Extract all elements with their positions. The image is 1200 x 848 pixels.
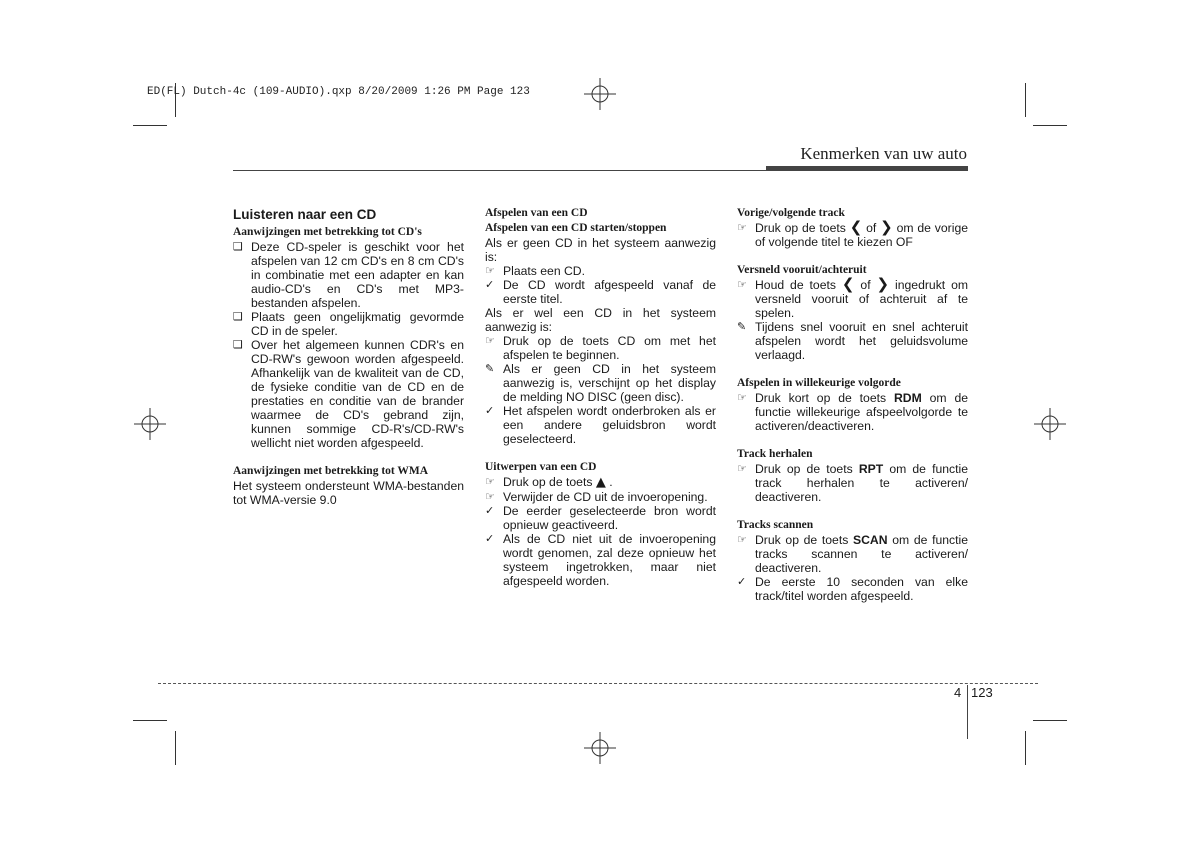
list-item: ✎ Als er geen CD in het systeem aanwezig is, verschijnt op het display de melding NO DISC (geen disc). <box>485 362 716 404</box>
list-item: ✓ De CD wordt afgespeeld vanaf de eerste titel. <box>485 278 716 306</box>
hand-pointer-icon: ☞ <box>737 391 747 404</box>
list-item: ✓ Het afspelen wordt onderbroken als er een andere geluidsbron wordt geselecteerd. <box>485 404 716 446</box>
pencil-note-icon: ✎ <box>485 362 495 375</box>
header-rule-thick <box>766 166 968 171</box>
list-item: ✓ Als de CD niet uit de invoeropening wordt genomen, zal deze opnieuw het systeem ingetrokken, maar niet afgespeeld worden. <box>485 532 716 588</box>
crop-mark <box>1033 720 1067 721</box>
hand-pointer-icon: ☞ <box>485 475 495 488</box>
crop-mark <box>175 731 176 765</box>
page-number-separator <box>967 685 968 739</box>
column-1 <box>233 206 464 507</box>
subheading: Track herhalen <box>737 448 813 460</box>
crop-mark <box>133 125 167 126</box>
list-item: ✓ De eerder geselecteerde bron wordt opnieuw geactiveerd. <box>485 504 716 532</box>
checkmark-icon: ✓ <box>737 575 747 588</box>
footer-dashed-rule <box>158 683 1038 684</box>
file-slug: ED(FL) Dutch-4c (109-AUDIO).qxp 8/20/2009 1:26 PM Page 123 <box>147 86 530 98</box>
crop-mark <box>1025 83 1026 117</box>
checkmark-icon: ✓ <box>485 504 495 517</box>
crop-mark <box>133 720 167 721</box>
pencil-note-icon: ✎ <box>737 320 747 333</box>
hand-pointer-icon: ☞ <box>485 334 495 347</box>
paragraph: Het systeem ondersteunt WMA-bestanden tot WMA-versie 9.0 <box>233 479 464 507</box>
key-label: RPT <box>858 462 884 476</box>
list-item: ☞ Druk op de toets CD om met het afspelen te beginnen. <box>485 334 716 362</box>
key-label: SCAN <box>853 533 888 547</box>
prev-chevron-icon: ❮ <box>849 218 863 236</box>
page-number: 123 <box>971 685 993 700</box>
list-item: ☞ Houd de toets ❮ of ❯ ingedrukt om versneld vooruit of achteruit af te spelen. <box>737 275 969 320</box>
list-item: ☞ Druk op de toets SCAN om de functie tracks scannen te activeren/ deactiveren. <box>737 533 968 575</box>
column-2 <box>485 206 716 588</box>
crop-mark <box>1033 125 1067 126</box>
list-item: ❑ Deze CD-speler is geschikt voor het afspelen van 12 cm CD's en 8 cm CD's in combinatie met een adapter en kan audio-CD's en CD's met MP3-bestanden afspelen. <box>233 240 464 310</box>
subheading: Vorige/volgende track <box>737 207 845 219</box>
hand-pointer-icon: ☞ <box>737 278 747 291</box>
list-item: ☞ Druk kort op de toets RDM om de functie willekeurige afspeelvolgorde te activeren/deactiveren. <box>737 391 969 433</box>
checkmark-icon: ✓ <box>485 278 495 291</box>
subheading: Afspelen in willekeurige volgorde <box>737 377 901 389</box>
subheading: Uitwerpen van een CD <box>485 461 597 473</box>
section-title: Luisteren naar een CD <box>233 207 377 222</box>
checkbox-bullet-icon: ❑ <box>233 240 243 253</box>
list-item: ☞ Druk op de toets ▲ . <box>485 475 613 490</box>
column-3 <box>737 206 968 603</box>
paragraph: Als er geen CD in het systeem aanwezig is: <box>485 236 716 264</box>
registration-mark-icon <box>584 78 616 110</box>
list-item: ❑ Over het algemeen kunnen CDR's en CD-RW's gewoon worden afgespeeld. Afhankelijk van de kwaliteit van de CD, de fysieke conditie van de CD en de prestaties en conditie van de brander waarmee de CD's gebrand zijn, kunnen sommige CD-R's/CD-RW's wellicht niet worden afgespeeld. <box>233 338 464 450</box>
checkbox-bullet-icon: ❑ <box>233 338 243 351</box>
list-item: ☞ Druk op de toets RPT om de functie track herhalen te activeren/ deactiveren. <box>737 462 968 504</box>
subheading: Aanwijzingen met betrekking tot CD's <box>233 226 422 238</box>
hand-pointer-icon: ☞ <box>737 221 747 234</box>
list-item: ☞ Druk op de toets ❮ of ❯ om de vorige of volgende titel te kiezen OF <box>737 218 968 249</box>
subheading: Versneld vooruit/achteruit <box>737 264 867 276</box>
crop-mark <box>1025 731 1026 765</box>
list-item: ☞ Plaats een CD. <box>485 264 585 278</box>
list-item: ✓ De eerste 10 seconden van elke track/titel worden afgespeeld. <box>737 575 968 603</box>
checkmark-icon: ✓ <box>485 532 495 545</box>
subheading: Afspelen van een CD <box>485 207 588 219</box>
key-label: RDM <box>893 391 922 405</box>
checkmark-icon: ✓ <box>485 404 495 417</box>
subheading: Afspelen van een CD starten/stoppen <box>485 222 667 234</box>
running-title: Kenmerken van uw auto <box>800 144 967 163</box>
registration-mark-icon <box>1034 408 1066 440</box>
list-item: ✎ Tijdens snel vooruit en snel achteruit afspelen wordt het geluidsvolume verlaagd. <box>737 320 968 362</box>
header-rule <box>233 170 767 171</box>
hand-pointer-icon: ☞ <box>485 490 495 503</box>
list-item: ❑ Plaats geen ongelijkmatig gevormde CD in de speler. <box>233 310 464 338</box>
eject-icon: ▲ <box>595 475 606 490</box>
paragraph: Als er wel een CD in het systeem aanwezig is: <box>485 306 716 334</box>
registration-mark-icon <box>584 732 616 764</box>
subheading: Aanwijzingen met betrekking tot WMA <box>233 465 429 477</box>
chapter-number: 4 <box>954 685 962 700</box>
next-chevron-icon: ❯ <box>880 218 893 236</box>
hand-pointer-icon: ☞ <box>737 533 747 546</box>
hand-pointer-icon: ☞ <box>485 264 495 277</box>
list-item: ☞ Verwijder de CD uit de invoeropening. <box>485 490 708 504</box>
checkbox-bullet-icon: ❑ <box>233 310 243 323</box>
next-chevron-icon: ❯ <box>876 275 890 293</box>
subheading: Tracks scannen <box>737 519 814 531</box>
prev-chevron-icon: ❮ <box>841 275 855 293</box>
registration-mark-icon <box>134 408 166 440</box>
hand-pointer-icon: ☞ <box>737 462 747 475</box>
